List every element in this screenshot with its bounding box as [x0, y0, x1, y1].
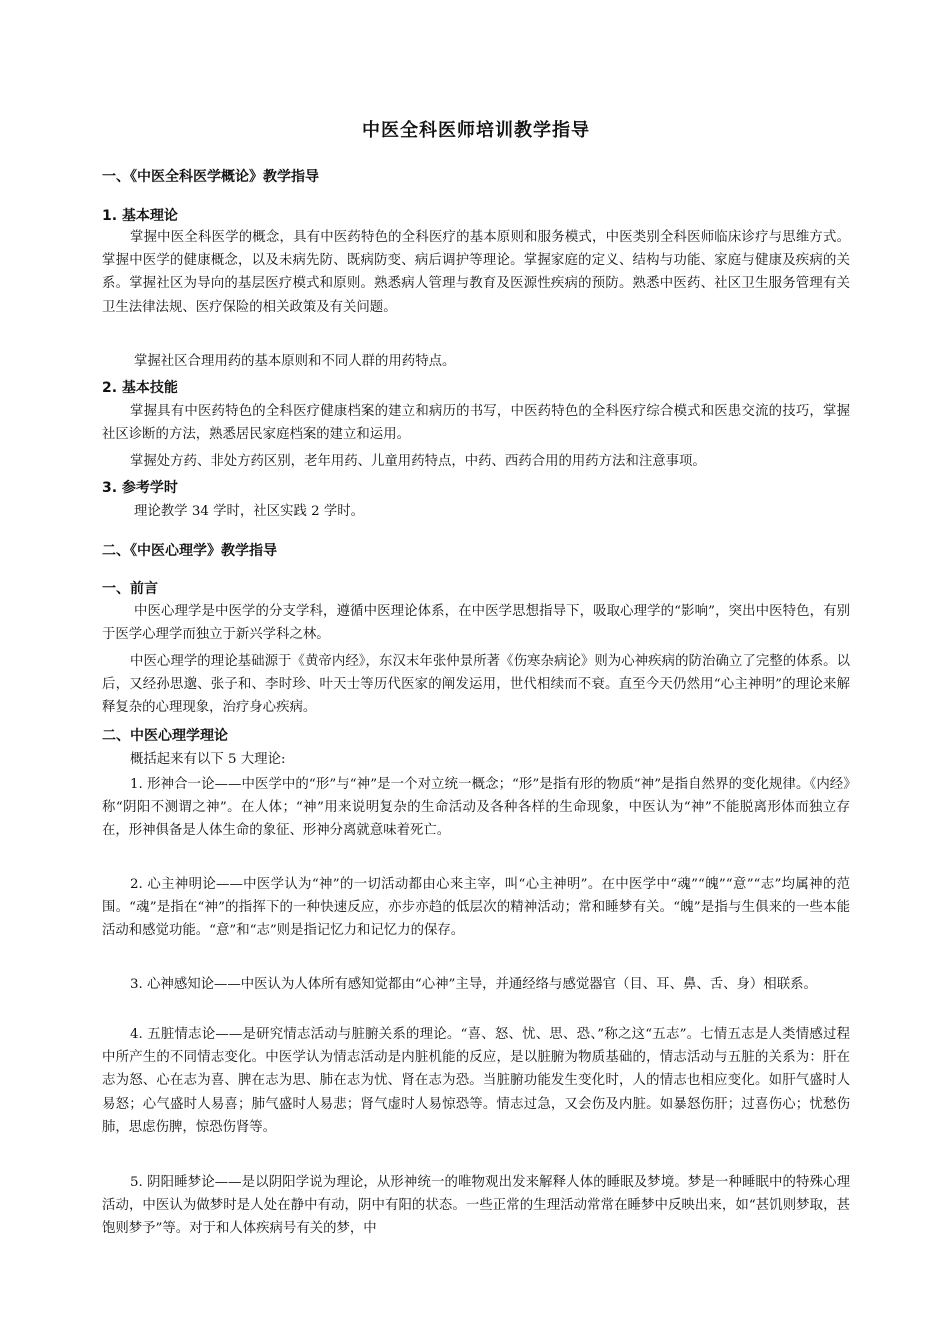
theory-item: 2. 心主神明论——中医学认为“神”的一切活动都由心来主宰，叫“心主神明”。在中医学中“魂”“魄”“意”“志”均属神的范围。“魂”是指在“神”的指挥下的一种快速反应，亦步亦趋的低层次的精神活动；常和睡梦有关。“魄”是指与生俱来的一些本能活动和感觉功能。“意”和“志”则是指记忆力和记忆力的保存。	[102, 877, 850, 939]
paragraph-intro: 概括起来有以下 5 大理论:	[130, 752, 286, 767]
subheading-study-hours: 3. 参考学时	[102, 480, 178, 496]
paragraph: 掌握具有中医药特色的全科医疗健康档案的建立和病历的书写，中医药特色的全科医疗综合模式和医患交流的技巧，掌握社区诊断的方法，熟悉居民家庭档案的建立和运用。	[102, 404, 850, 443]
paragraph: 掌握处方药、非处方药区别，老年用药、儿童用药特点，中药、西药合用的用药方法和注意事项。	[130, 454, 706, 469]
theory-item: 1. 形神合一论——中医学中的“形”与“神”是一个对立统一概念；“形”是指有形的物质“神”是指自然界的变化规律。《内经》称“阴阳不测谓之神”。在人体；“神”用来说明复杂的生命活动及各种各样的生命现象，中医认为“神”不能脱离形体而独立存在，形神俱备是人体生命的象征、形神分离就意味着死亡。	[102, 777, 850, 839]
subheading-basic-skills: 2. 基本技能	[102, 380, 178, 396]
theory-item: 3. 心神感知论——中医认为人体所有感知觉都由“心神”主导，并通经络与感觉器官（目、耳、鼻、舌、身）相联系。	[130, 977, 817, 992]
paragraph: 中医心理学是中医学的分支学科，遵循中医理论体系，在中医学思想指导下，吸取心理学的“影响”，突出中医特色，有别于医学心理学而独立于新兴学科之林。	[102, 604, 850, 643]
paragraph: 中医心理学的理论基础源于《黄帝内经》，东汉末年张仲景所著《伤寒杂病论》则为心神疾病的防治确立了完整的体系。以后，又经孙思邈、张子和、李时珍、叶天士等历代医家的阐发运用，世代相续而不衰。直至今天仍然用“心主神明”的理论来解释复杂的心理现象，治疗身心疾病。	[102, 654, 850, 716]
theory-item: 5. 阴阳睡梦论——是以阴阳学说为理论，从形神统一的唯物观出发来解释人体的睡眠及梦境。梦是一种睡眠中的特殊心理活动，中医认为做梦时是人处在静中有动，阴中有阳的状态。一些正常的生理活动常常在睡梦中反映出来，如“甚饥则梦取，甚饱则梦予”等。对于和人体疾病号有关的梦，中	[102, 1175, 850, 1237]
page-title: 中医全科医师培训教学指导	[362, 120, 590, 141]
subheading-preface: 一、前言	[102, 581, 158, 597]
subheading-basic-theory: 1. 基本理论	[102, 208, 178, 224]
paragraph: 理论教学 34 学时，社区实践 2 学时。	[134, 504, 365, 519]
paragraph: 掌握社区合理用药的基本原则和不同人群的用药特点。	[134, 354, 456, 369]
paragraph: 掌握中医全科医学的概念，具有中医药特色的全科医疗的基本原则和服务模式，中医类别全科医师临床诊疗与思维方式。掌握中医学的健康概念，以及未病先防、既病防变、病后调护等理论。掌握家庭的定义、结构与功能、家庭与健康及疾病的关系。掌握社区为导向的基层医疗模式和原则。熟悉病人管理与教育及医源性疾病的预防。熟悉中医药、社区卫生服务管理有关卫生法律法规、医疗保险的相关政策及有关问题。	[102, 230, 850, 315]
section-heading-1: 一、《中医全科医学概论》教学指导	[102, 169, 319, 185]
theory-item: 4. 五脏情志论——是研究情志活动与脏腑关系的理论。“喜、怒、忧、思、恐、”称之这“五志”。七情五志是人类情感过程中所产生的不同情志变化。中医学认为情志活动是内脏机能的反应，是以脏腑为物质基础的，情志活动与五脏的关系为：肝在志为怒、心在志为喜、脾在志为思、肺在志为忧、肾在志为恐。当脏腑功能发生变化时，人的情志也相应变化。如肝气盛时人易怒；心气盛时人易喜；肺气盛时人易悲；肾气虚时人易惊恐等。情志过急，又会伤及内脏。如暴怒伤肝；过喜伤心；忧愁伤肺，思虑伤脾，惊恐伤肾等。	[102, 1027, 850, 1135]
subheading-theory: 二、中医心理学理论	[102, 728, 228, 744]
section-heading-2: 二、《中医心理学》教学指导	[102, 543, 277, 559]
